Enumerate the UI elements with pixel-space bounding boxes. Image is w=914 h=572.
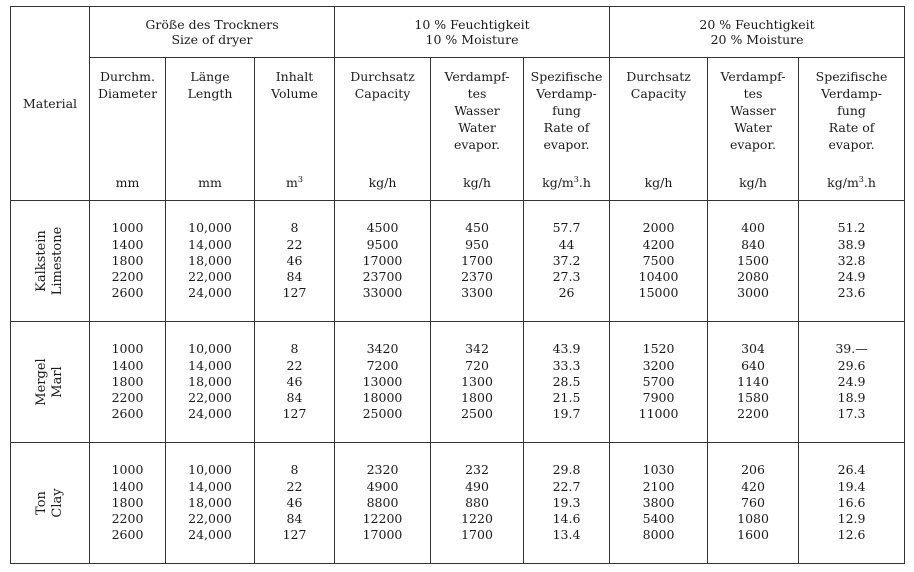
capacity-10-value: 4500 xyxy=(366,220,399,236)
capacity-10-value: 9500 xyxy=(366,236,399,252)
moisture-column-header xyxy=(335,58,431,201)
capacity-10-value: 4900 xyxy=(366,478,399,494)
capacity-10-value: 7200 xyxy=(366,357,399,373)
column-unit: mm xyxy=(198,175,222,190)
volume-value: 8 xyxy=(290,220,299,236)
rate-evap-10-value: 26 xyxy=(558,285,575,301)
water-evap-20-value: 2200 xyxy=(737,406,769,422)
rate-evap-10-value: 28.5 xyxy=(552,373,581,389)
rate-evap-20-value: 23.6 xyxy=(837,285,866,301)
capacity-10-value: 23700 xyxy=(362,269,403,285)
rate-evap-20-value: 29.6 xyxy=(837,357,866,373)
water-evap-20-value: 1140 xyxy=(737,373,769,389)
length-value: 22,000 xyxy=(188,269,232,285)
water-evap-10-value: 2370 xyxy=(461,269,493,285)
length-value: 24,000 xyxy=(188,527,232,543)
diameter-value: 1000 xyxy=(111,220,144,236)
diameter-value: 2600 xyxy=(111,406,144,422)
rate-evap-20-value: 12.6 xyxy=(837,527,866,543)
material-row xyxy=(11,322,905,443)
water-evap-10-value: 2500 xyxy=(461,406,493,422)
diameter-value: 1000 xyxy=(111,462,144,478)
column-unit: kg/h xyxy=(644,175,673,190)
length-cell xyxy=(166,443,255,564)
length-value: 14,000 xyxy=(188,236,232,252)
column-header-label: Verdampf- tes Wasser Water evapor. xyxy=(720,69,786,152)
water-evap-10-cell xyxy=(431,322,524,443)
volume-value: 8 xyxy=(290,341,299,357)
moisture-column-header xyxy=(610,58,708,201)
material-name xyxy=(34,358,66,405)
rate-evap-10-value: 27.3 xyxy=(552,269,581,285)
length-value: 18,000 xyxy=(188,494,232,510)
column-header-label: Spezifische Verdamp- fung Rate of evapor. xyxy=(815,69,888,152)
capacity-10-value: 2320 xyxy=(366,462,399,478)
water-evap-10-value: 880 xyxy=(465,494,489,510)
material-name-cell xyxy=(11,322,90,443)
water-evap-10-value: 1800 xyxy=(461,390,493,406)
volume-value: 46 xyxy=(286,252,303,268)
diameter-value: 1800 xyxy=(111,494,144,510)
column-unit: $kg/m^3.h$ xyxy=(542,174,591,190)
water-evap-20-value: 1080 xyxy=(737,511,769,527)
rate-evap-10-value: 21.5 xyxy=(552,390,581,406)
volume-value: 46 xyxy=(286,494,303,510)
capacity-20-cell xyxy=(610,322,708,443)
rate-evap-20-value: 39.— xyxy=(835,341,868,357)
volume-value: 8 xyxy=(290,462,299,478)
diameter-value: 1400 xyxy=(111,236,144,252)
capacity-10-value: 25000 xyxy=(362,406,403,422)
capacity-10-value: 12200 xyxy=(362,511,403,527)
volume-value: 127 xyxy=(282,527,307,543)
material-name-de: Mergel xyxy=(34,358,49,406)
size-of-dryer-header xyxy=(90,7,335,58)
capacity-20-value: 5400 xyxy=(642,511,675,527)
water-evap-10-cell xyxy=(431,443,524,564)
material-name-de: Kalkstein xyxy=(34,230,49,292)
group-header-de: Größe des Trockners xyxy=(145,17,279,32)
capacity-20-value: 3200 xyxy=(642,357,675,373)
material-header xyxy=(11,7,90,201)
capacity-20-value: 4200 xyxy=(642,236,675,252)
capacity-20-value: 10400 xyxy=(638,269,679,285)
length-cell xyxy=(166,201,255,322)
moisture-column-header xyxy=(799,58,905,201)
water-evap-10-value: 232 xyxy=(465,462,489,478)
length-value: 10,000 xyxy=(188,220,232,236)
volume-value: 84 xyxy=(286,390,303,406)
group-header-en: 20 % Moisture xyxy=(710,32,804,47)
rate-evap-20-value: 26.4 xyxy=(837,462,866,478)
rate-evap-10-cell xyxy=(524,443,610,564)
rate-evap-20-value: 18.9 xyxy=(837,390,866,406)
volume-value: 84 xyxy=(286,511,303,527)
unit-superscript: 3 xyxy=(297,174,303,184)
column-header-label: Inhalt Volume xyxy=(271,69,318,101)
volume-value: 22 xyxy=(286,478,303,494)
length-value: 22,000 xyxy=(188,511,232,527)
capacity-10-value: 17000 xyxy=(362,252,403,268)
capacity-10-value: 3420 xyxy=(366,341,399,357)
volume-value: 22 xyxy=(286,357,303,373)
rate-evap-10-value: 33.3 xyxy=(552,357,581,373)
size-column-header xyxy=(255,58,335,201)
water-evap-20-value: 640 xyxy=(741,357,765,373)
rate-evap-10-cell xyxy=(524,322,610,443)
material-row xyxy=(11,201,905,322)
diameter-value: 1000 xyxy=(111,341,144,357)
capacity-20-value: 2100 xyxy=(642,478,675,494)
column-unit: kg/h xyxy=(463,175,491,190)
water-evap-20-value: 1500 xyxy=(737,252,769,268)
diameter-cell xyxy=(90,443,166,564)
length-value: 22,000 xyxy=(188,390,232,406)
capacity-10-value: 17000 xyxy=(362,527,403,543)
water-evap-20-value: 1600 xyxy=(737,527,769,543)
water-evap-20-value: 400 xyxy=(741,220,765,236)
length-value: 10,000 xyxy=(188,462,232,478)
moisture-column-header xyxy=(431,58,524,201)
column-unit: $m^3$ xyxy=(286,174,303,190)
water-evap-20-value: 420 xyxy=(741,478,765,494)
volume-cell xyxy=(255,443,335,564)
column-header-label: Länge Length xyxy=(187,69,233,101)
rate-evap-10-value: 44 xyxy=(558,236,575,252)
rate-evap-20-cell xyxy=(799,322,905,443)
rate-evap-20-value: 24.9 xyxy=(837,269,866,285)
capacity-20-value: 3800 xyxy=(642,494,675,510)
column-unit: kg/h xyxy=(739,175,767,190)
capacity-10-cell xyxy=(335,201,431,322)
diameter-value: 2200 xyxy=(111,511,144,527)
column-unit: $kg/m^3.h$ xyxy=(827,174,876,190)
water-evap-10-value: 3300 xyxy=(461,285,493,301)
diameter-value: 2200 xyxy=(111,390,144,406)
material-name-en: Limestone xyxy=(50,226,65,296)
rate-evap-20-value: 32.8 xyxy=(837,252,866,268)
water-evap-10-value: 490 xyxy=(465,478,489,494)
capacity-10-value: 13000 xyxy=(362,373,403,389)
water-evap-10-value: 720 xyxy=(465,357,489,373)
rate-evap-20-value: 38.9 xyxy=(837,236,866,252)
material-name-en: Clay xyxy=(50,488,65,518)
capacity-20-value: 11000 xyxy=(638,406,679,422)
column-header-label: Spezifische Verdamp- fung Rate of evapor. xyxy=(530,69,603,152)
rate-evap-20-value: 19.4 xyxy=(837,478,866,494)
volume-value: 22 xyxy=(286,236,303,252)
rate-evap-10-value: 19.7 xyxy=(552,406,581,422)
capacity-20-value: 15000 xyxy=(638,285,679,301)
material-name-cell xyxy=(11,443,90,564)
volume-cell xyxy=(255,322,335,443)
length-value: 14,000 xyxy=(188,478,232,494)
capacity-20-value: 8000 xyxy=(642,527,675,543)
column-header-label: Durchsatz Capacity xyxy=(350,69,415,101)
column-unit: kg/h xyxy=(368,175,397,190)
rate-evap-20-value: 51.2 xyxy=(837,220,866,236)
material-row xyxy=(11,443,905,564)
diameter-value: 1400 xyxy=(111,478,144,494)
diameter-cell xyxy=(90,322,166,443)
capacity-10-value: 8800 xyxy=(366,494,399,510)
diameter-value: 1800 xyxy=(111,252,144,268)
rate-evap-20-value: 24.9 xyxy=(837,373,866,389)
rate-evap-20-value: 12.9 xyxy=(837,511,866,527)
dryer-table-page xyxy=(10,6,904,564)
capacity-20-value: 7500 xyxy=(642,252,675,268)
material-name xyxy=(34,227,66,296)
water-evap-20-cell xyxy=(708,201,799,322)
moisture-20-header xyxy=(610,7,905,58)
water-evap-20-value: 206 xyxy=(741,462,765,478)
unit-superscript: 3 xyxy=(573,174,579,184)
capacity-10-value: 33000 xyxy=(362,285,403,301)
rate-evap-20-cell xyxy=(799,201,905,322)
column-header-label: Durchsatz Capacity xyxy=(626,69,691,101)
material-name xyxy=(34,488,66,517)
capacity-20-value: 1030 xyxy=(642,462,675,478)
water-evap-20-value: 840 xyxy=(741,236,765,252)
diameter-value: 2600 xyxy=(111,527,144,543)
group-header-de: 10 % Feuchtigkeit xyxy=(414,17,530,32)
water-evap-10-cell xyxy=(431,201,524,322)
column-unit: mm xyxy=(115,175,140,190)
rate-evap-10-value: 19.3 xyxy=(552,494,581,510)
length-value: 24,000 xyxy=(188,285,232,301)
rate-evap-20-value: 17.3 xyxy=(837,406,866,422)
header-group-row xyxy=(11,7,905,58)
diameter-value: 2200 xyxy=(111,269,144,285)
capacity-20-value: 5700 xyxy=(642,373,675,389)
capacity-10-cell xyxy=(335,322,431,443)
unit-superscript: 3 xyxy=(858,174,864,184)
length-value: 18,000 xyxy=(188,373,232,389)
capacity-20-value: 7900 xyxy=(642,390,675,406)
water-evap-20-value: 2080 xyxy=(737,269,769,285)
length-value: 10,000 xyxy=(188,341,232,357)
group-header-en: Size of dryer xyxy=(171,32,253,47)
length-value: 24,000 xyxy=(188,406,232,422)
water-evap-10-value: 450 xyxy=(465,220,489,236)
water-evap-10-value: 342 xyxy=(465,341,489,357)
column-header-label: Durchm. Diameter xyxy=(97,69,158,101)
size-column-header xyxy=(166,58,255,201)
rate-evap-10-value: 13.4 xyxy=(552,527,581,543)
rate-evap-10-value: 37.2 xyxy=(552,252,581,268)
dryer-capacity-table xyxy=(10,6,905,564)
material-name-de: Ton xyxy=(34,491,49,515)
rate-evap-10-value: 22.7 xyxy=(552,478,581,494)
column-header-label: Verdampf- tes Wasser Water evapor. xyxy=(444,69,510,152)
volume-value: 84 xyxy=(286,269,303,285)
water-evap-20-value: 304 xyxy=(741,341,765,357)
rate-evap-20-cell xyxy=(799,443,905,564)
rate-evap-10-value: 57.7 xyxy=(552,220,581,236)
moisture-column-header xyxy=(708,58,799,201)
water-evap-10-value: 1700 xyxy=(461,527,493,543)
capacity-20-cell xyxy=(610,443,708,564)
water-evap-10-value: 1220 xyxy=(461,511,493,527)
water-evap-20-value: 3000 xyxy=(737,285,769,301)
water-evap-20-value: 760 xyxy=(741,494,765,510)
rate-evap-10-value: 43.9 xyxy=(552,341,581,357)
water-evap-10-value: 1300 xyxy=(461,373,493,389)
capacity-20-value: 1520 xyxy=(642,341,675,357)
capacity-10-value: 18000 xyxy=(362,390,403,406)
rate-evap-10-cell xyxy=(524,201,610,322)
material-name-cell xyxy=(11,201,90,322)
table-body xyxy=(11,201,905,564)
capacity-10-cell xyxy=(335,443,431,564)
capacity-20-value: 2000 xyxy=(642,220,675,236)
volume-value: 127 xyxy=(282,285,307,301)
diameter-value: 2600 xyxy=(111,285,144,301)
diameter-value: 1800 xyxy=(111,373,144,389)
water-evap-20-cell xyxy=(708,443,799,564)
length-value: 18,000 xyxy=(188,252,232,268)
water-evap-20-cell xyxy=(708,322,799,443)
volume-value: 46 xyxy=(286,373,303,389)
rate-evap-10-value: 29.8 xyxy=(552,462,581,478)
group-header-de: 20 % Feuchtigkeit xyxy=(699,17,815,32)
material-header-label: Material xyxy=(22,96,78,111)
length-value: 14,000 xyxy=(188,357,232,373)
rate-evap-10-value: 14.6 xyxy=(552,511,581,527)
rate-evap-20-value: 16.6 xyxy=(837,494,866,510)
moisture-column-header xyxy=(524,58,610,201)
group-header-en: 10 % Moisture xyxy=(425,32,519,47)
header-sub-row xyxy=(11,58,905,201)
moisture-10-header xyxy=(335,7,610,58)
length-cell xyxy=(166,322,255,443)
diameter-value: 1400 xyxy=(111,357,144,373)
material-name-en: Marl xyxy=(50,366,65,398)
capacity-20-cell xyxy=(610,201,708,322)
volume-cell xyxy=(255,201,335,322)
water-evap-10-value: 950 xyxy=(465,236,489,252)
water-evap-10-value: 1700 xyxy=(461,252,493,268)
size-column-header xyxy=(90,58,166,201)
water-evap-20-value: 1580 xyxy=(737,390,769,406)
volume-value: 127 xyxy=(282,406,307,422)
diameter-cell xyxy=(90,201,166,322)
